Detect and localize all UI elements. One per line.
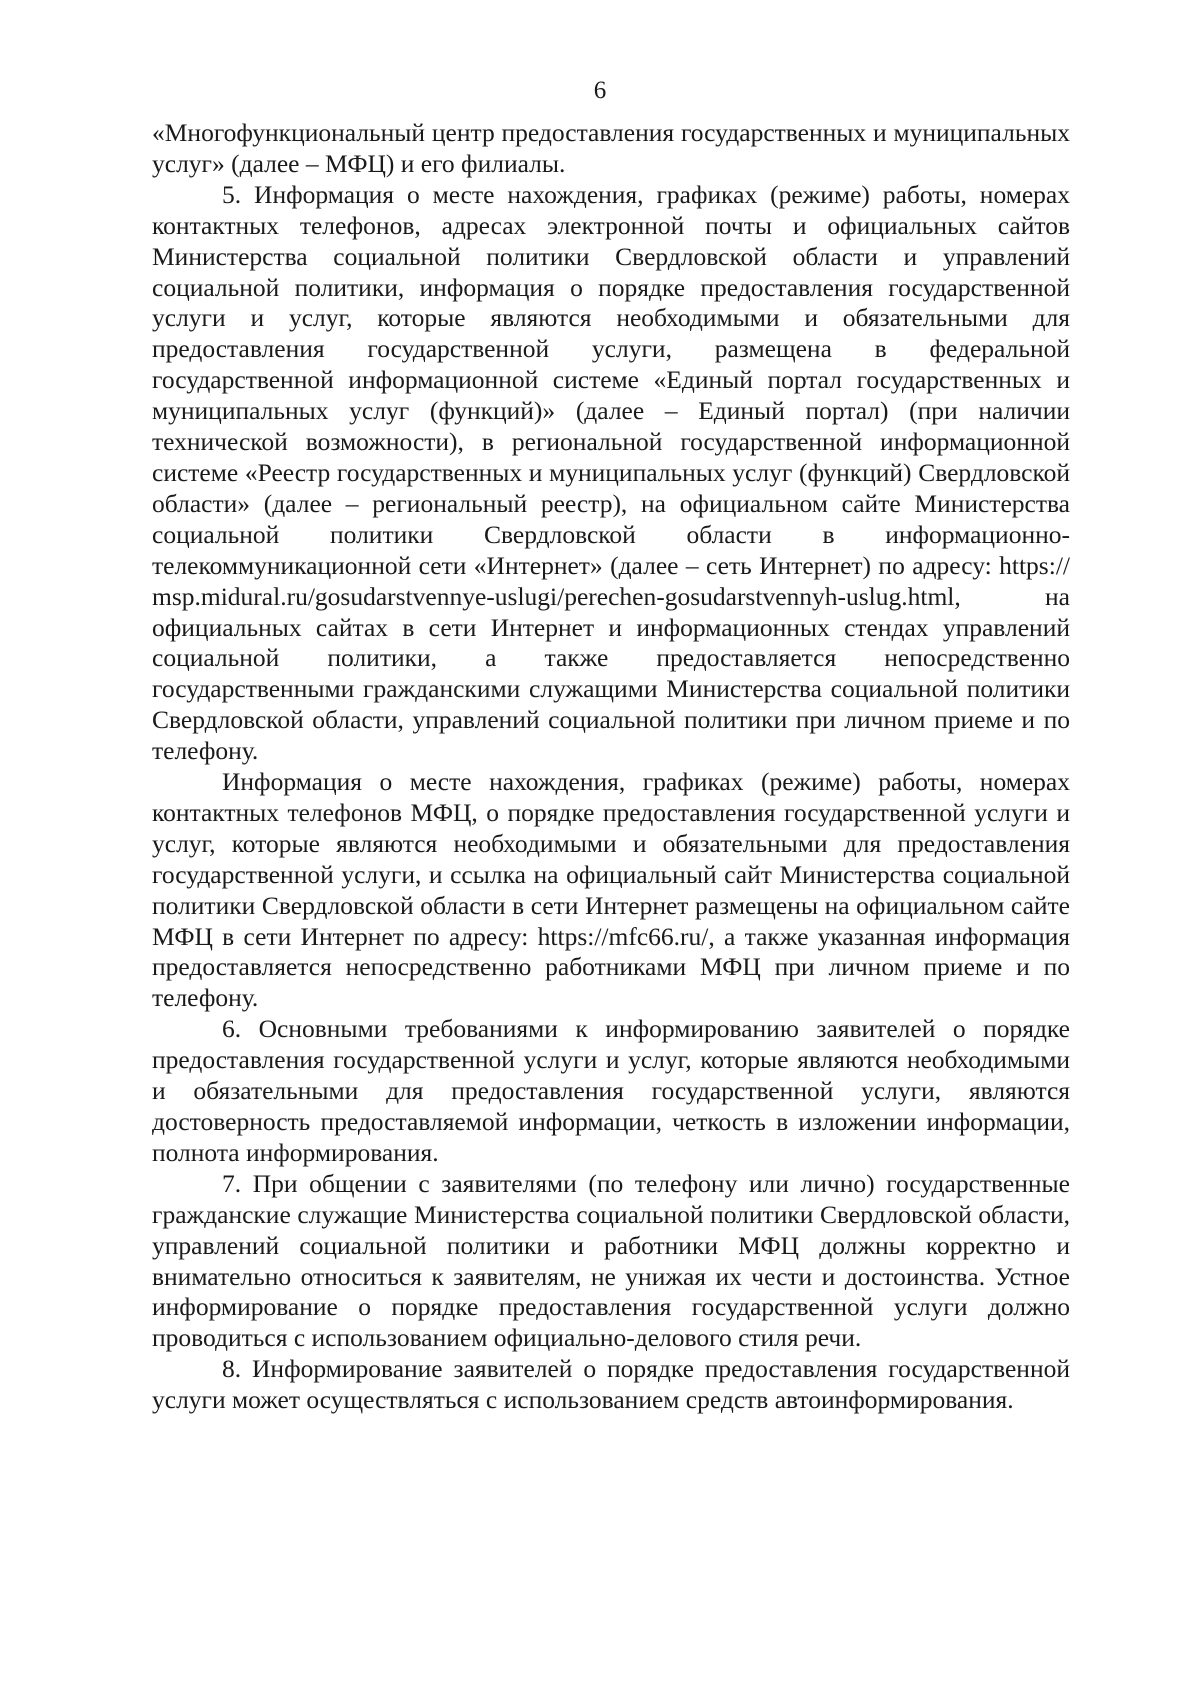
- msp-website-url: https://msp.midural.ru/gosudarstvennye-uslugi/perechen-gosudarstvennyh-uslug.html: [152, 550, 1070, 611]
- mfc-website-url: https://mfc66.ru/: [537, 921, 709, 951]
- paragraph-7-communication: 7. При общении с заявителями (по телефону или лично) государственные гражданские служащие Министерства социальной политики Свердловской области, управлений социальной политики и работники МФЦ должны корректно и внимательно относиться к заявителям, не унижая их чести и достоинства. Устное информирование о порядке предоставления государственной услуги должно проводиться с использованием официально-делового стиля речи.: [152, 1168, 1070, 1353]
- paragraph-mfc-intro: «Многофункциональный центр предоставления государственных и муниципальных услуг» (далее – МФЦ) и его филиалы.: [152, 118, 1070, 178]
- paragraph-mfc-information: [152, 767, 1070, 1014]
- paragraph-5-text-after-url: , на официальных сайтах в сети Интернет и информационных стендах управлений социальной политики, а также предоставляется непосредственно государственными гражданскими служащими Министерства социальной политики Свердловской области, управлений социальной политики при личном приеме и по телефону.: [152, 581, 1070, 766]
- paragraph-8-autoinforming: 8. Информирование заявителей о порядке предоставления государственной услуги может осуществляться с использованием средств автоинформирования.: [152, 1354, 1070, 1415]
- paragraph-mfc-text-after-url: , а также указанная информация предоставляется непосредственно работниками МФЦ при личном приеме и по телефону.: [152, 921, 1070, 1013]
- document-body: [152, 118, 1070, 1416]
- paragraph-5-text-before-url: 5. Информация о месте нахождения, графиках (режиме) работы, номерах контактных телефонов, адресах электронной почты и официальных сайтов Министерства социальной политики Свердловской области и управлений социальной политики, информация о порядке предоставления государственной услуги и услуг, которые являются необходимыми и обязательными для предоставления государственной услуги, размещена в федеральной государственной информационной системе «Единый портал государственных и муниципальных услуг (функций)» (далее – Единый портал) (при наличии технической возможности), в региональной государственной информационной системе «Реестр государственных и муниципальных услуг (функций) Свердловской области» (далее – региональный реестр), на официальном сайте Министерства социальной политики Свердловской области в информационно-телекоммуникационной сети «Интернет» (далее – сеть Интернет) по адресу:: [152, 179, 1070, 580]
- paragraph-mfc-text-before-url: Информация о месте нахождения, графиках (режиме) работы, номерах контактных телефонов МФЦ, о порядке предоставления государственной услуги и услуг, которые являются необходимыми и обязательными для предоставления государственной услуги, и ссылка на официальный сайт Министерства социальной политики Свердловской области в сети Интернет размещены на официальном сайте МФЦ в сети Интернет по адресу:: [152, 767, 1070, 951]
- page-number: 6: [593, 77, 607, 104]
- paragraph-5-information-sources: [152, 180, 1070, 767]
- paragraph-6-requirements: 6. Основными требованиями к информированию заявителей о порядке предоставления государственной услуги и услуг, которые являются необходимыми и обязательными для предоставления государственной услуги, являются достоверность предоставляемой информации, четкость в изложении информации, полнота информирования.: [152, 1014, 1070, 1167]
